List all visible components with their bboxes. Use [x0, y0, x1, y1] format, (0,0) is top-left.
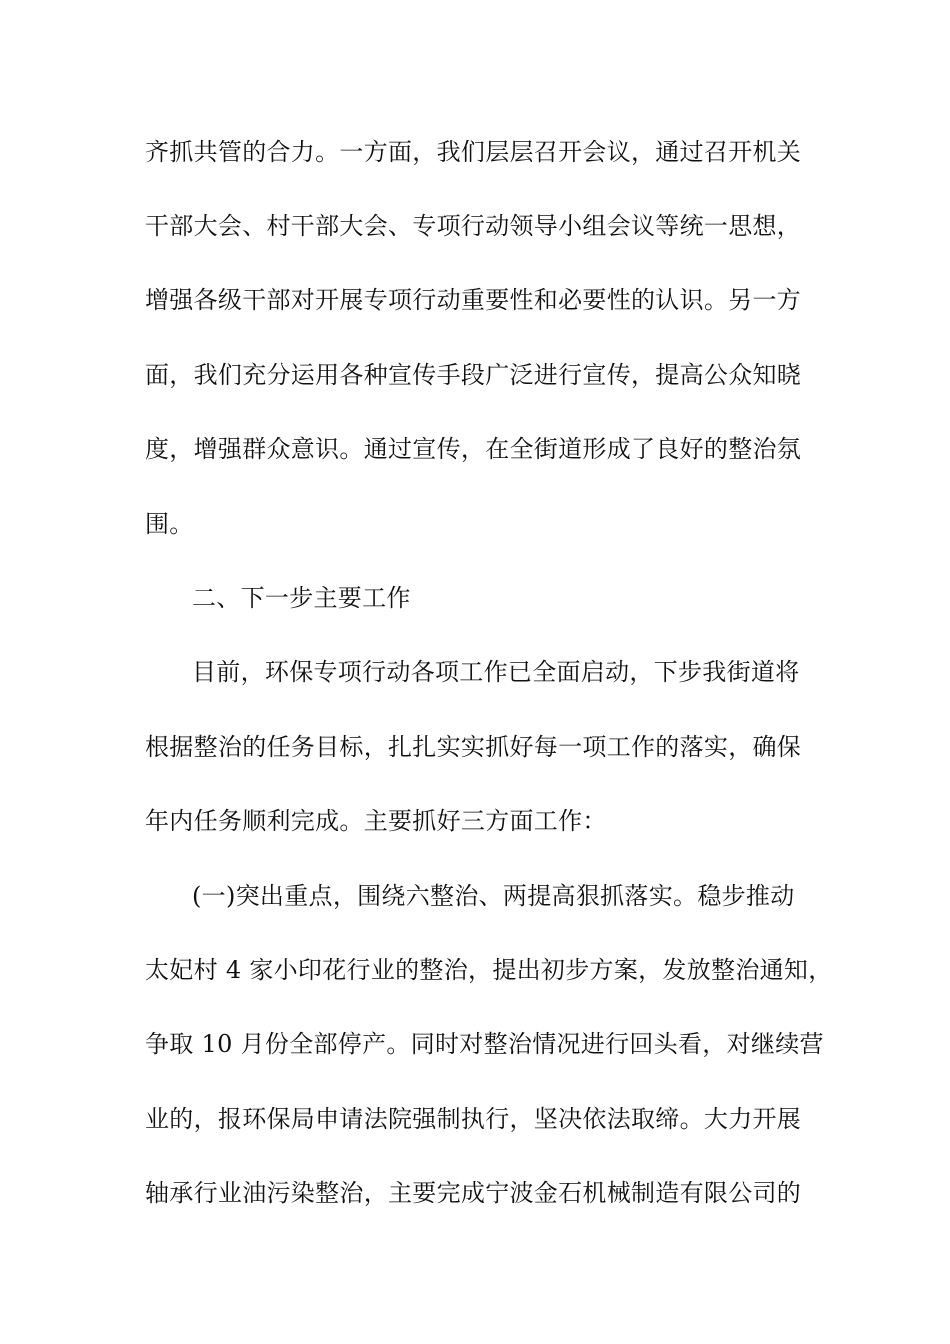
paragraph-line: 轴承行业油污染整治，主要完成宁波金石机械制造有限公司的: [145, 1179, 802, 1207]
section-heading: 二、下一步主要工作: [192, 584, 411, 612]
paragraph-line: 争取 10 月份全部停产。同时对整治情况进行回头看，对继续营: [145, 1030, 824, 1058]
paragraph-line: 增强各级干部对开展专项行动重要性和必要性的认识。另一方: [145, 286, 802, 314]
subsection-line: (一)突出重点，围绕六整治、两提高狠抓落实。稳步推动: [192, 882, 795, 910]
paragraph-line: 目前，环保专项行动各项工作已全面启动，下步我街道将: [192, 658, 800, 686]
paragraph-line: 面，我们充分运用各种宣传手段广泛进行宣传，提高公众知晓: [145, 361, 802, 389]
paragraph-line: 度，增强群众意识。通过宣传，在全街道形成了良好的整治氛: [145, 435, 802, 463]
paragraph-line: 太妃村 4 家小印花行业的整治，提出初步方案，发放整治通知，: [145, 956, 833, 984]
paragraph-line: 根据整治的任务目标，扎扎实实抓好每一项工作的落实，确保: [145, 733, 802, 761]
paragraph-line: 围。: [145, 510, 194, 538]
paragraph-line: 业的，报环保局申请法院强制执行，坚决依法取缔。大力开展: [145, 1105, 802, 1133]
paragraph-line: 年内任务顺利完成。主要抓好三方面工作：: [145, 807, 607, 835]
paragraph-line: 齐抓共管的合力。一方面，我们层层召开会议，通过召开机关: [145, 138, 802, 166]
paragraph-line: 干部大会、村干部大会、专项行动领导小组会议等统一思想，: [145, 212, 802, 240]
